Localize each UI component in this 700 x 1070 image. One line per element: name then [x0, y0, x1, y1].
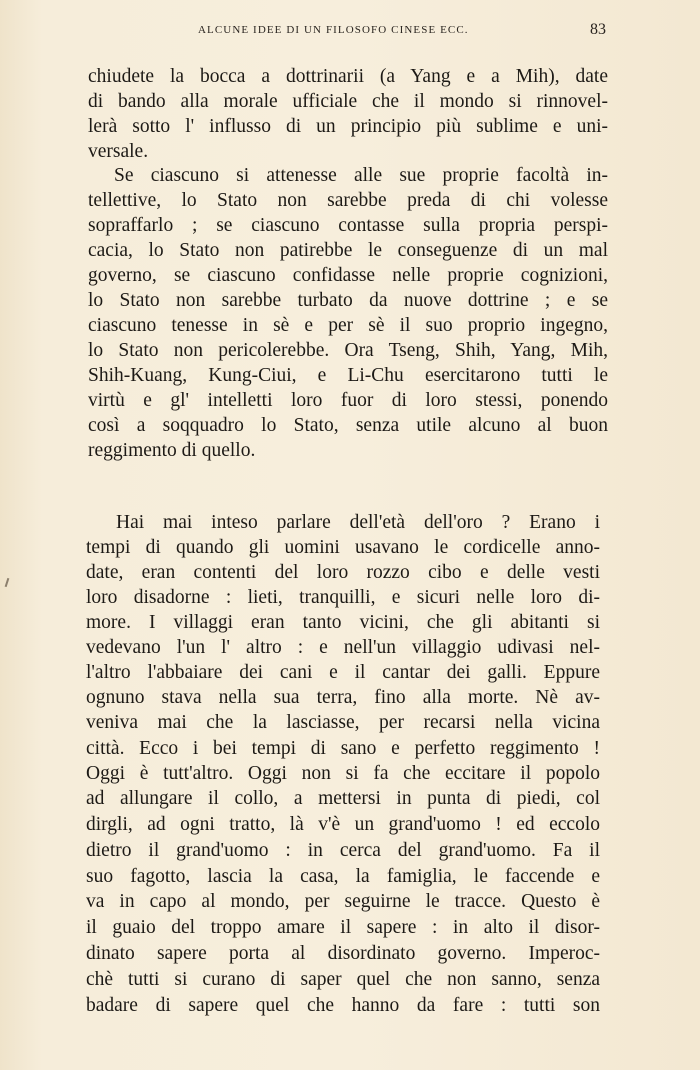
text-line: tellettive, lo Stato non sarebbe preda di chi volesse: [88, 190, 608, 211]
text-line: tempi di quando gli uomini usavano le cordicelle anno-: [86, 537, 600, 558]
text-line: versale.: [88, 141, 149, 162]
text-line: va in capo al mondo, per seguirne le tracce. Questo è: [86, 891, 600, 912]
text-line: vedevano l'un l' altro : e nell'un villaggio udivasi nel-: [86, 637, 600, 658]
text-line: chiudete la bocca a dottrinarii (a Yang e a Mih), date: [88, 66, 608, 87]
text-line: lo Stato non sarebbe turbato da nuove dottrine ; e se: [88, 290, 608, 311]
text-line: ad allungare il collo, a mettersi in punta di piedi, col: [86, 788, 600, 809]
text-line: città. Ecco i bei tempi di sano e perfetto reggimento !: [86, 738, 600, 759]
text-line: Hai mai inteso parlare dell'età dell'oro ? Erano i: [116, 512, 600, 533]
text-line: il guaio del troppo amare il sapere : in alto il disor-: [86, 917, 600, 938]
text-line: more. I villaggi eran tanto vicini, che gli abitanti si: [86, 612, 600, 633]
text-line: governo, se ciascuno confidasse nelle proprie cognizioni,: [88, 265, 608, 286]
text-line: ognuno stava nella sua terra, fino alla morte. Nè av-: [86, 687, 600, 708]
text-line: dietro il grand'uomo : in cerca del grand'uomo. Fa il: [86, 840, 600, 861]
text-line: reggimento di quello.: [88, 440, 256, 461]
text-line: l'altro l'abbaiare dei cani e il cantar dei galli. Eppure: [86, 662, 600, 683]
text-line: cacia, lo Stato non patirebbe le conseguenze di un mal: [88, 240, 608, 261]
text-line: così a soqquadro lo Stato, senza utile alcuno al buon: [88, 415, 608, 436]
page-header: [0, 18, 700, 48]
text-line: virtù e gl' intelletti loro fuor di loro stessi, ponendo: [88, 390, 608, 411]
margin-mark: [5, 578, 10, 587]
text-line: Se ciascuno si attenesse alle sue proprie facoltà in-: [114, 165, 608, 186]
text-line: dinato sapere porta al disordinato governo. Imperoc-: [86, 943, 600, 964]
text-line: badare di sapere quel che hanno da fare : tutti son: [86, 995, 600, 1016]
text-line: Oggi è tutt'altro. Oggi non si fa che eccitare il popolo: [86, 763, 600, 784]
text-line: dirgli, ad ogni tratto, là v'è un grand'uomo ! ed eccolo: [86, 814, 600, 835]
page-number: 83: [590, 21, 606, 38]
text-line: Shih-Kuang, Kung-Ciui, e Li-Chu esercitarono tutti le: [88, 365, 608, 386]
text-line: veniva mai che la lasciasse, per recarsi nella vicina: [86, 712, 600, 733]
text-line: lerà sotto l' influsso di un principio più sublime e uni-: [88, 116, 608, 137]
text-line: loro disadorne : lieti, tranquilli, e sicuri nelle loro di-: [86, 587, 600, 608]
text-line: ciascuno tenesse in sè e per sè il suo proprio ingegno,: [88, 315, 608, 336]
text-line: chè tutti si curano di saper quel che non sanno, senza: [86, 969, 600, 990]
text-line: di bando alla morale ufficiale che il mondo si rinnovel-: [88, 91, 608, 112]
text-line: sopraffarlo ; se ciascuno contasse sulla propria perspi-: [88, 215, 608, 236]
running-head: ALCUNE IDEE DI UN FILOSOFO CINESE ECC.: [198, 24, 469, 36]
text-line: lo Stato non pericolerebbe. Ora Tseng, Shih, Yang, Mih,: [88, 340, 608, 361]
text-line: suo fagotto, lascia la casa, la famiglia, le faccende e: [86, 866, 600, 887]
text-line: date, eran contenti del loro rozzo cibo e delle vesti: [86, 562, 600, 583]
